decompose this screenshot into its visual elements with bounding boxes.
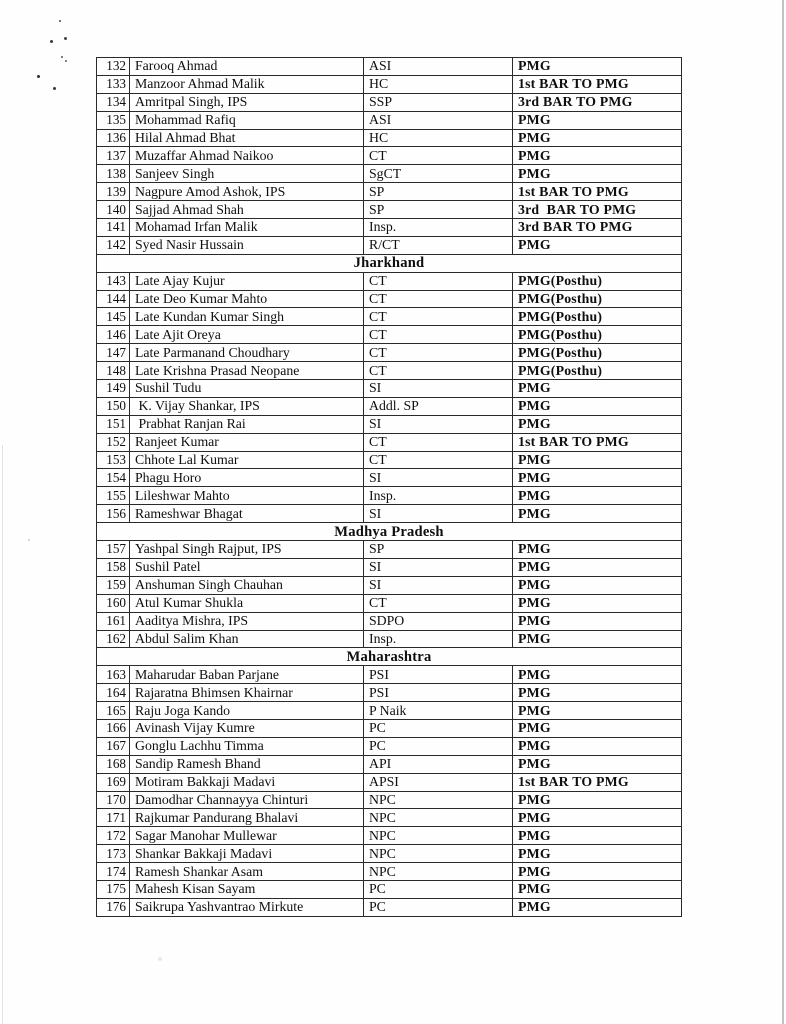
section-header-row [97, 648, 682, 666]
serial-cell: 138 [97, 165, 130, 183]
table-row [97, 111, 682, 129]
rank-cell: PC [364, 737, 513, 755]
name-cell: Mohammad Rafiq [130, 111, 364, 129]
serial-cell: 172 [97, 827, 130, 845]
table-row [97, 75, 682, 93]
rank-cell: SI [364, 415, 513, 433]
rank-cell: P Naik [364, 702, 513, 720]
award-cell: PMG [513, 898, 682, 916]
award-cell: PMG [513, 612, 682, 630]
awards-table-body [97, 58, 682, 917]
scan-speck [158, 957, 162, 961]
serial-cell: 151 [97, 415, 130, 433]
table-row [97, 290, 682, 308]
serial-cell: 160 [97, 594, 130, 612]
award-cell: 3rd BAR TO PMG [513, 93, 682, 111]
name-cell: Mohamad Irfan Malik [130, 219, 364, 237]
name-cell: Yashpal Singh Rajput, IPS [130, 541, 364, 559]
scan-speck [59, 20, 61, 22]
serial-cell: 148 [97, 362, 130, 380]
name-cell: Motiram Bakkaji Madavi [130, 773, 364, 791]
serial-cell: 142 [97, 236, 130, 254]
name-cell: Chhote Lal Kumar [130, 451, 364, 469]
table-row [97, 666, 682, 684]
table-row [97, 219, 682, 237]
rank-cell: Insp. [364, 219, 513, 237]
name-cell: Late Kundan Kumar Singh [130, 308, 364, 326]
table-row [97, 773, 682, 791]
rank-cell: SSP [364, 93, 513, 111]
name-cell: Sagar Manohar Mullewar [130, 827, 364, 845]
rank-cell: PSI [364, 684, 513, 702]
serial-cell: 133 [97, 75, 130, 93]
section-header-row [97, 254, 682, 272]
name-cell: Maharudar Baban Parjane [130, 666, 364, 684]
awards-table [96, 57, 682, 917]
table-row [97, 684, 682, 702]
serial-cell: 157 [97, 541, 130, 559]
table-row [97, 505, 682, 523]
rank-cell: NPC [364, 809, 513, 827]
rank-cell: SI [364, 469, 513, 487]
rank-cell: CT [364, 594, 513, 612]
serial-cell: 163 [97, 666, 130, 684]
table-row [97, 487, 682, 505]
award-cell: PMG [513, 58, 682, 76]
scan-speck [61, 56, 63, 58]
serial-cell: 158 [97, 558, 130, 576]
table-row [97, 612, 682, 630]
award-cell: PMG [513, 863, 682, 881]
serial-cell: 153 [97, 451, 130, 469]
award-cell: PMG(Posthu) [513, 344, 682, 362]
rank-cell: SDPO [364, 612, 513, 630]
award-cell: PMG [513, 558, 682, 576]
section-header-row [97, 523, 682, 541]
table-row [97, 845, 682, 863]
serial-cell: 173 [97, 845, 130, 863]
award-cell: PMG [513, 719, 682, 737]
name-cell: Phagu Horo [130, 469, 364, 487]
award-cell: PMG [513, 397, 682, 415]
rank-cell: SI [364, 558, 513, 576]
name-cell: Amritpal Singh, IPS [130, 93, 364, 111]
serial-cell: 141 [97, 219, 130, 237]
table-row [97, 129, 682, 147]
table-row [97, 469, 682, 487]
serial-cell: 143 [97, 272, 130, 290]
table-row [97, 558, 682, 576]
scan-speck [28, 539, 30, 541]
name-cell: Sajjad Ahmad Shah [130, 201, 364, 219]
rank-cell: SP [364, 541, 513, 559]
rank-cell: SP [364, 183, 513, 201]
name-cell: Rajkumar Pandurang Bhalavi [130, 809, 364, 827]
award-cell: PMG [513, 451, 682, 469]
award-cell: PMG [513, 576, 682, 594]
award-cell: PMG(Posthu) [513, 272, 682, 290]
serial-cell: 167 [97, 737, 130, 755]
table-row [97, 326, 682, 344]
name-cell: Anshuman Singh Chauhan [130, 576, 364, 594]
award-cell: PMG(Posthu) [513, 308, 682, 326]
serial-cell: 134 [97, 93, 130, 111]
table-row [97, 755, 682, 773]
table-row [97, 791, 682, 809]
rank-cell: NPC [364, 863, 513, 881]
serial-cell: 149 [97, 380, 130, 398]
serial-cell: 147 [97, 344, 130, 362]
name-cell: Mahesh Kisan Sayam [130, 880, 364, 898]
serial-cell: 175 [97, 880, 130, 898]
table-row [97, 183, 682, 201]
award-cell: PMG [513, 684, 682, 702]
name-cell: Sushil Patel [130, 558, 364, 576]
award-cell: PMG [513, 845, 682, 863]
table-row [97, 809, 682, 827]
rank-cell: Addl. SP [364, 397, 513, 415]
rank-cell: Insp. [364, 487, 513, 505]
award-cell: PMG [513, 111, 682, 129]
award-cell: PMG [513, 791, 682, 809]
award-cell: PMG [513, 165, 682, 183]
serial-cell: 137 [97, 147, 130, 165]
table-row [97, 344, 682, 362]
table-row [97, 576, 682, 594]
table-row [97, 415, 682, 433]
table-row [97, 880, 682, 898]
section-header: Madhya Pradesh [97, 523, 682, 541]
name-cell: Muzaffar Ahmad Naikoo [130, 147, 364, 165]
serial-cell: 162 [97, 630, 130, 648]
serial-cell: 146 [97, 326, 130, 344]
name-cell: Atul Kumar Shukla [130, 594, 364, 612]
name-cell: Saikrupa Yashvantrao Mirkute [130, 898, 364, 916]
table-row [97, 719, 682, 737]
table-row [97, 362, 682, 380]
name-cell: Rameshwar Bhagat [130, 505, 364, 523]
rank-cell: CT [364, 433, 513, 451]
name-cell: Lileshwar Mahto [130, 487, 364, 505]
rank-cell: NPC [364, 845, 513, 863]
award-cell: 3rd BAR TO PMG [513, 219, 682, 237]
serial-cell: 165 [97, 702, 130, 720]
rank-cell: PSI [364, 666, 513, 684]
table-row [97, 272, 682, 290]
serial-cell: 139 [97, 183, 130, 201]
name-cell: Shankar Bakkaji Madavi [130, 845, 364, 863]
rank-cell: CT [364, 272, 513, 290]
rank-cell: CT [364, 362, 513, 380]
award-cell: PMG [513, 415, 682, 433]
table-row [97, 702, 682, 720]
name-cell: Avinash Vijay Kumre [130, 719, 364, 737]
award-cell: 1st BAR TO PMG [513, 773, 682, 791]
name-cell: Rajaratna Bhimsen Khairnar [130, 684, 364, 702]
rank-cell: NPC [364, 791, 513, 809]
scan-edge-line-right [782, 0, 784, 1024]
award-cell: 3rd BAR TO PMG [513, 201, 682, 219]
scan-speck [53, 87, 56, 90]
scan-speck [50, 40, 53, 43]
rank-cell: ASI [364, 58, 513, 76]
award-cell: PMG [513, 809, 682, 827]
name-cell: Late Ajay Kujur [130, 272, 364, 290]
serial-cell: 174 [97, 863, 130, 881]
award-cell: PMG [513, 666, 682, 684]
serial-cell: 159 [97, 576, 130, 594]
serial-cell: 164 [97, 684, 130, 702]
table-row [97, 201, 682, 219]
name-cell: Abdul Salim Khan [130, 630, 364, 648]
serial-cell: 166 [97, 719, 130, 737]
rank-cell: CT [364, 326, 513, 344]
name-cell: Farooq Ahmad [130, 58, 364, 76]
scan-edge-line-left [2, 445, 3, 1024]
rank-cell: ASI [364, 111, 513, 129]
rank-cell: SP [364, 201, 513, 219]
serial-cell: 154 [97, 469, 130, 487]
award-cell: PMG [513, 505, 682, 523]
serial-cell: 150 [97, 397, 130, 415]
name-cell: Damodhar Channayya Chinturi [130, 791, 364, 809]
serial-cell: 161 [97, 612, 130, 630]
section-header: Jharkhand [97, 254, 682, 272]
scan-speck [64, 37, 67, 40]
name-cell: Aaditya Mishra, IPS [130, 612, 364, 630]
rank-cell: HC [364, 75, 513, 93]
rank-cell: CT [364, 451, 513, 469]
table-row [97, 863, 682, 881]
award-cell: PMG [513, 541, 682, 559]
rank-cell: HC [364, 129, 513, 147]
serial-cell: 176 [97, 898, 130, 916]
serial-cell: 145 [97, 308, 130, 326]
serial-cell: 140 [97, 201, 130, 219]
name-cell: Prabhat Ranjan Rai [130, 415, 364, 433]
table-row [97, 898, 682, 916]
serial-cell: 135 [97, 111, 130, 129]
serial-cell: 152 [97, 433, 130, 451]
name-cell: Manzoor Ahmad Malik [130, 75, 364, 93]
serial-cell: 156 [97, 505, 130, 523]
serial-cell: 171 [97, 809, 130, 827]
rank-cell: CT [364, 290, 513, 308]
award-cell: PMG(Posthu) [513, 290, 682, 308]
table-row [97, 236, 682, 254]
table-row [97, 165, 682, 183]
name-cell: K. Vijay Shankar, IPS [130, 397, 364, 415]
award-cell: PMG [513, 469, 682, 487]
serial-cell: 155 [97, 487, 130, 505]
award-cell: PMG [513, 380, 682, 398]
rank-cell: SI [364, 576, 513, 594]
rank-cell: R/CT [364, 236, 513, 254]
award-cell: PMG [513, 630, 682, 648]
name-cell: Late Krishna Prasad Neopane [130, 362, 364, 380]
table-row [97, 397, 682, 415]
name-cell: Raju Joga Kando [130, 702, 364, 720]
award-cell: PMG [513, 827, 682, 845]
section-header: Maharashtra [97, 648, 682, 666]
name-cell: Sandip Ramesh Bhand [130, 755, 364, 773]
name-cell: Gonglu Lachhu Timma [130, 737, 364, 755]
serial-cell: 169 [97, 773, 130, 791]
award-cell: PMG [513, 236, 682, 254]
name-cell: Late Ajit Oreya [130, 326, 364, 344]
rank-cell: CT [364, 147, 513, 165]
scan-speck [65, 60, 67, 62]
rank-cell: SI [364, 505, 513, 523]
table-row [97, 308, 682, 326]
award-cell: 1st BAR TO PMG [513, 433, 682, 451]
award-cell: 1st BAR TO PMG [513, 75, 682, 93]
award-cell: PMG [513, 129, 682, 147]
name-cell: Nagpure Amod Ashok, IPS [130, 183, 364, 201]
rank-cell: API [364, 755, 513, 773]
rank-cell: PC [364, 719, 513, 737]
name-cell: Syed Nasir Hussain [130, 236, 364, 254]
name-cell: Hilal Ahmad Bhat [130, 129, 364, 147]
name-cell: Ranjeet Kumar [130, 433, 364, 451]
award-cell: PMG [513, 487, 682, 505]
table-row [97, 147, 682, 165]
serial-cell: 168 [97, 755, 130, 773]
name-cell: Sushil Tudu [130, 380, 364, 398]
rank-cell: NPC [364, 827, 513, 845]
serial-cell: 136 [97, 129, 130, 147]
name-cell: Sanjeev Singh [130, 165, 364, 183]
award-cell: PMG [513, 702, 682, 720]
table-row [97, 380, 682, 398]
table-row [97, 594, 682, 612]
rank-cell: APSI [364, 773, 513, 791]
table-row [97, 433, 682, 451]
table-row [97, 630, 682, 648]
award-cell: PMG(Posthu) [513, 362, 682, 380]
serial-cell: 144 [97, 290, 130, 308]
table-row [97, 541, 682, 559]
name-cell: Late Deo Kumar Mahto [130, 290, 364, 308]
award-cell: PMG [513, 880, 682, 898]
award-cell: PMG [513, 147, 682, 165]
award-cell: 1st BAR TO PMG [513, 183, 682, 201]
rank-cell: SgCT [364, 165, 513, 183]
award-cell: PMG [513, 737, 682, 755]
name-cell: Ramesh Shankar Asam [130, 863, 364, 881]
table-row [97, 827, 682, 845]
table-row [97, 58, 682, 76]
award-cell: PMG [513, 594, 682, 612]
serial-cell: 132 [97, 58, 130, 76]
rank-cell: PC [364, 880, 513, 898]
table-row [97, 737, 682, 755]
table-row [97, 93, 682, 111]
award-cell: PMG [513, 755, 682, 773]
name-cell: Late Parmanand Choudhary [130, 344, 364, 362]
rank-cell: PC [364, 898, 513, 916]
scan-speck [37, 75, 40, 78]
rank-cell: Insp. [364, 630, 513, 648]
rank-cell: CT [364, 308, 513, 326]
rank-cell: CT [364, 344, 513, 362]
serial-cell: 170 [97, 791, 130, 809]
rank-cell: SI [364, 380, 513, 398]
table-row [97, 451, 682, 469]
award-cell: PMG(Posthu) [513, 326, 682, 344]
